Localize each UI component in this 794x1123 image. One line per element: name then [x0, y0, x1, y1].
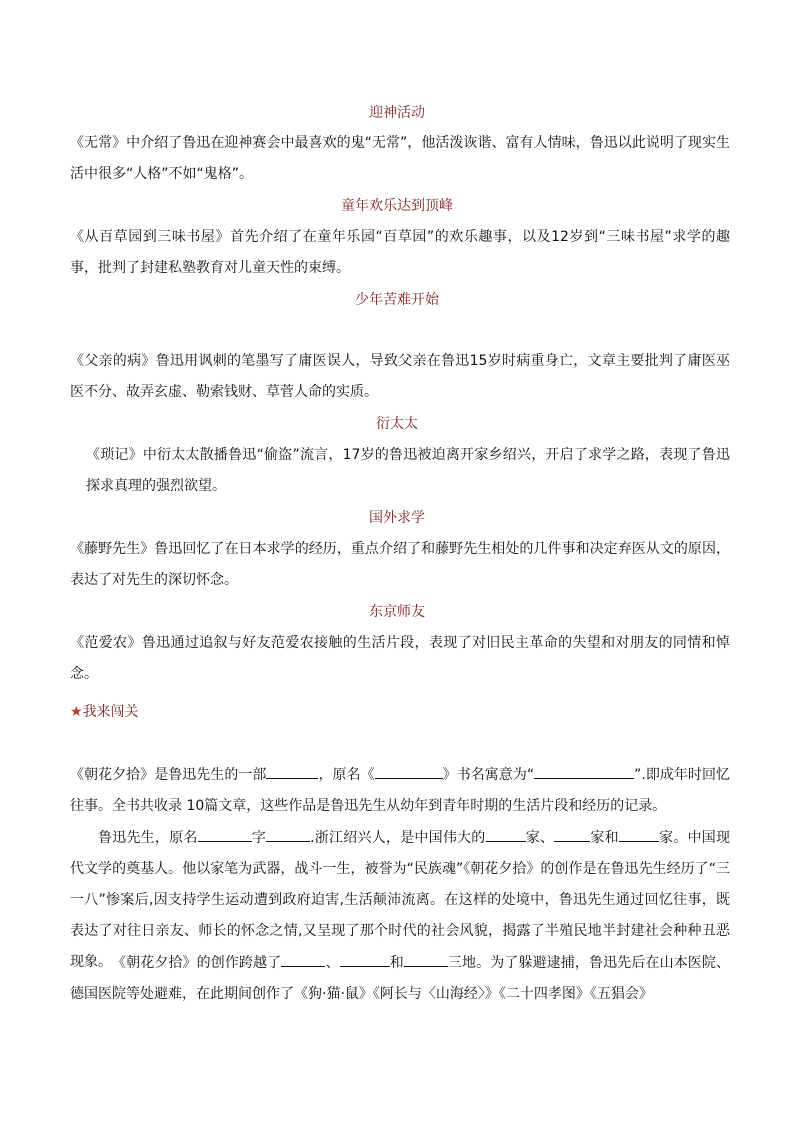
blank-role-2[interactable]	[554, 827, 590, 842]
quiz-section-title	[70, 702, 139, 722]
heading-tokyo-friends: 东京师友	[369, 604, 425, 620]
blank-role-3[interactable]	[619, 827, 659, 842]
paragraph-fan-ainong: 《范爱农》鲁迅通过追叙与好友范爱农接触的生活片段，表现了对旧民主革命的失望和对朋友的同情和悼念。	[70, 635, 730, 682]
blank-courtesy-name[interactable]	[266, 827, 310, 842]
blank-birth-name[interactable]	[198, 827, 252, 842]
blank-original-title[interactable]	[375, 764, 443, 779]
blank-role-1[interactable]	[486, 827, 526, 842]
quiz-title: 我来闯关	[82, 704, 139, 720]
paragraph-baicaoyuan: 《从百草园到三味书屋》首先介绍了在童年乐园“百草园”的欢乐趣事，以及12岁到“三味书屋”求学的趣事，批判了封建私塾教育对儿童天性的束缚。	[70, 229, 730, 276]
blank-genre[interactable]	[266, 764, 318, 779]
quiz-paragraph-3: 《朝花夕拾》的创作跨越了 、 和 三地。为了躲避逮捕，鲁迅先后在山本医院、德国医院等处避难，在此期间创作了《狗·猫·鼠》《阿长与〈山海经〉》《二十四孝图》《五猖会》	[70, 948, 730, 1010]
heading-study-abroad: 国外求学	[369, 510, 425, 526]
blank-place-2[interactable]	[340, 952, 390, 967]
paragraph-father-illness: 《父亲的病》鲁迅用讽刺的笔墨写了庸医误人，导致父亲在鲁迅15岁时病重身亡，文章主要批判了庸医巫医不分、故弄玄虚、勒索钱财、草菅人命的实质。	[70, 353, 730, 400]
quiz-paragraph-2: 鲁迅先生，原名 字 .浙江绍兴人，是中国伟大的 家、 家和 家。中国现代文学的奠基人。他以家笔为武器，战斗一生，被誉为“民族魂”《朝花夕拾》的创作是在鲁迅先生经历了“三一八”惨案后,因支持学生运动遭到政府迫害,生活颠沛流离。在这样的处境中，鲁迅先生通过回忆往事，既表达了对往日亲友、师长的怀念之情,又呈现了那个时代的社会风貌，揭露了半殖民地半封建社会种种丑恶现象。	[70, 823, 730, 978]
blank-place-1[interactable]	[281, 952, 325, 967]
blank-place-3[interactable]	[404, 952, 448, 967]
quiz-paragraph-1: 《朝花夕拾》是鲁迅先生的一部 ，原名《 》书名寓意为“ ”.即成年时回忆往事。全书共收录 10篇文章，这些作品是鲁迅先生从幼年到青年时期的生活片段和经历的记录。	[70, 760, 730, 822]
star-icon: ★	[70, 704, 83, 720]
paragraph-fujino: 《藤野先生》鲁迅回忆了在日本求学的经历，重点介绍了和藤野先生相处的几件事和决定弃医从文的原因，表达了对先生的深切怀念。	[70, 541, 730, 588]
heading-madam-yan: 衍太太	[376, 416, 418, 432]
paragraph-suoji: 《琐记》中衍太太散播鲁迅“偷盗”流言，17岁的鲁迅被迫离开家乡绍兴，开启了求学之路，表现了鲁迅探求真理的强烈欲望。	[86, 447, 730, 494]
heading-youth-hardship: 少年苦难开始	[355, 292, 439, 308]
heading-welcome-gods: 迎神活动	[369, 105, 425, 121]
paragraph-wuchang: 《无常》中介绍了鲁迅在迎神赛会中最喜欢的鬼“无常”，他活泼诙谐、富有人情味，鲁迅以此说明了现实生活中很多“人格”不如“鬼格”。	[70, 135, 730, 182]
blank-title-meaning[interactable]	[534, 764, 634, 779]
heading-childhood-joy: 童年欢乐达到顶峰	[341, 198, 453, 214]
